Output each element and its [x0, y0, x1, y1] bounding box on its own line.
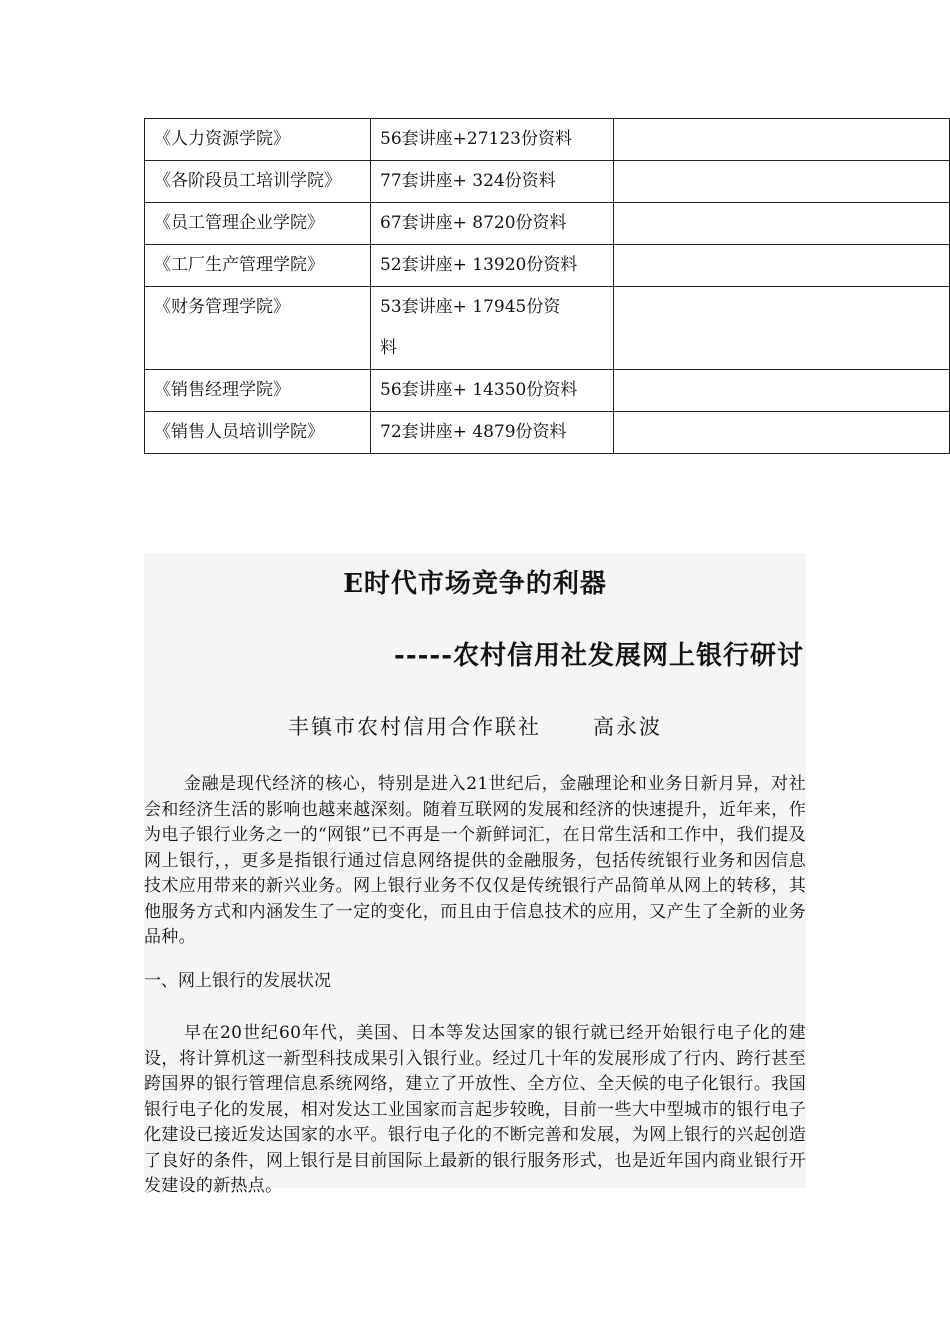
table-cell-name: 《人力资源学院》 — [145, 119, 371, 161]
table-row — [145, 245, 950, 287]
table-cell-name: 《财务管理学院》 — [145, 287, 371, 370]
table-cell-content: 56套讲座+ 14350份资料 — [371, 370, 614, 412]
table-cell-note — [614, 119, 950, 161]
table-cell-name: 《员工管理企业学院》 — [145, 203, 371, 245]
table-row — [145, 119, 950, 161]
table-cell-content: 77套讲座+ 324份资料 — [371, 161, 614, 203]
section-paragraph: 早在20世纪60年代，美国、日本等发达国家的银行就已经开始银行电子化的建设，将计算机这一新型科技成果引入银行业。经过几十年的发展形成了行内、跨行甚至跨国界的银行管理信息系统网络，建立了开放性、全方位、全天候的电子化银行。我国银行电子化的发展，相对发达工业国家而言起步较晚，目前一些大中型城市的银行电子化建设已接近发达国家的水平。银行电子化的不断完善和发展，为网上银行的兴起创造了良好的条件，网上银行是目前国际上最新的银行服务形式，也是近年国内商业银行开发建设的新热点。 — [144, 1023, 806, 1196]
table-cell-note — [614, 203, 950, 245]
table-cell-content: 72套讲座+ 4879份资料 — [371, 412, 614, 454]
table-row — [145, 161, 950, 203]
table-cell-note — [614, 161, 950, 203]
article-title: E时代市场竞争的利器 — [343, 569, 607, 599]
catalog-table — [144, 118, 950, 454]
table-cell-name: 《各阶段员工培训学院》 — [145, 161, 371, 203]
table-cell-note — [614, 412, 950, 454]
table-cell-content: 56套讲座+27123份资料 — [371, 119, 614, 161]
table-row — [145, 370, 950, 412]
table-cell-content: 67套讲座+ 8720份资料 — [371, 203, 614, 245]
table-cell-name: 《工厂生产管理学院》 — [145, 245, 371, 287]
table-row — [145, 203, 950, 245]
table-cell-note — [614, 287, 950, 370]
article-subtitle: -----农村信用社发展网上银行研讨 — [394, 641, 804, 671]
table-cell-note — [614, 370, 950, 412]
table-cell-content: 53套讲座+ 17945份资料 — [371, 287, 614, 370]
article — [144, 553, 806, 1196]
table-cell-note — [614, 245, 950, 287]
table-row — [145, 287, 950, 370]
table-cell-name: 《销售人员培训学院》 — [145, 412, 371, 454]
table-row — [145, 412, 950, 454]
article-byline: 丰镇市农村信用合作联社 高永波 — [287, 715, 663, 739]
section-heading: 一、网上银行的发展状况 — [144, 971, 331, 991]
intro-paragraph: 金融是现代经济的核心，特别是进入21世纪后，金融理论和业务日新月异，对社会和经济生活的影响也越来越深刻。随着互联网的发展和经济的快速提升，近年来，作为电子银行业务之一的“网银”已不再是一个新鲜词汇，在日常生活和工作中，我们提及网上银行，，更多是指银行通过信息网络提供的金融服务，包括传统银行业务和因信息技术应用带来的新兴业务。网上银行业务不仅仅是传统银行产品简单从网上的转移，其他服务方式和内涵发生了一定的变化，而且由于信息技术的应用，又产生了全新的业务品种。 — [144, 774, 806, 947]
table-cell-name: 《销售经理学院》 — [145, 370, 371, 412]
table-cell-content: 52套讲座+ 13920份资料 — [371, 245, 614, 287]
